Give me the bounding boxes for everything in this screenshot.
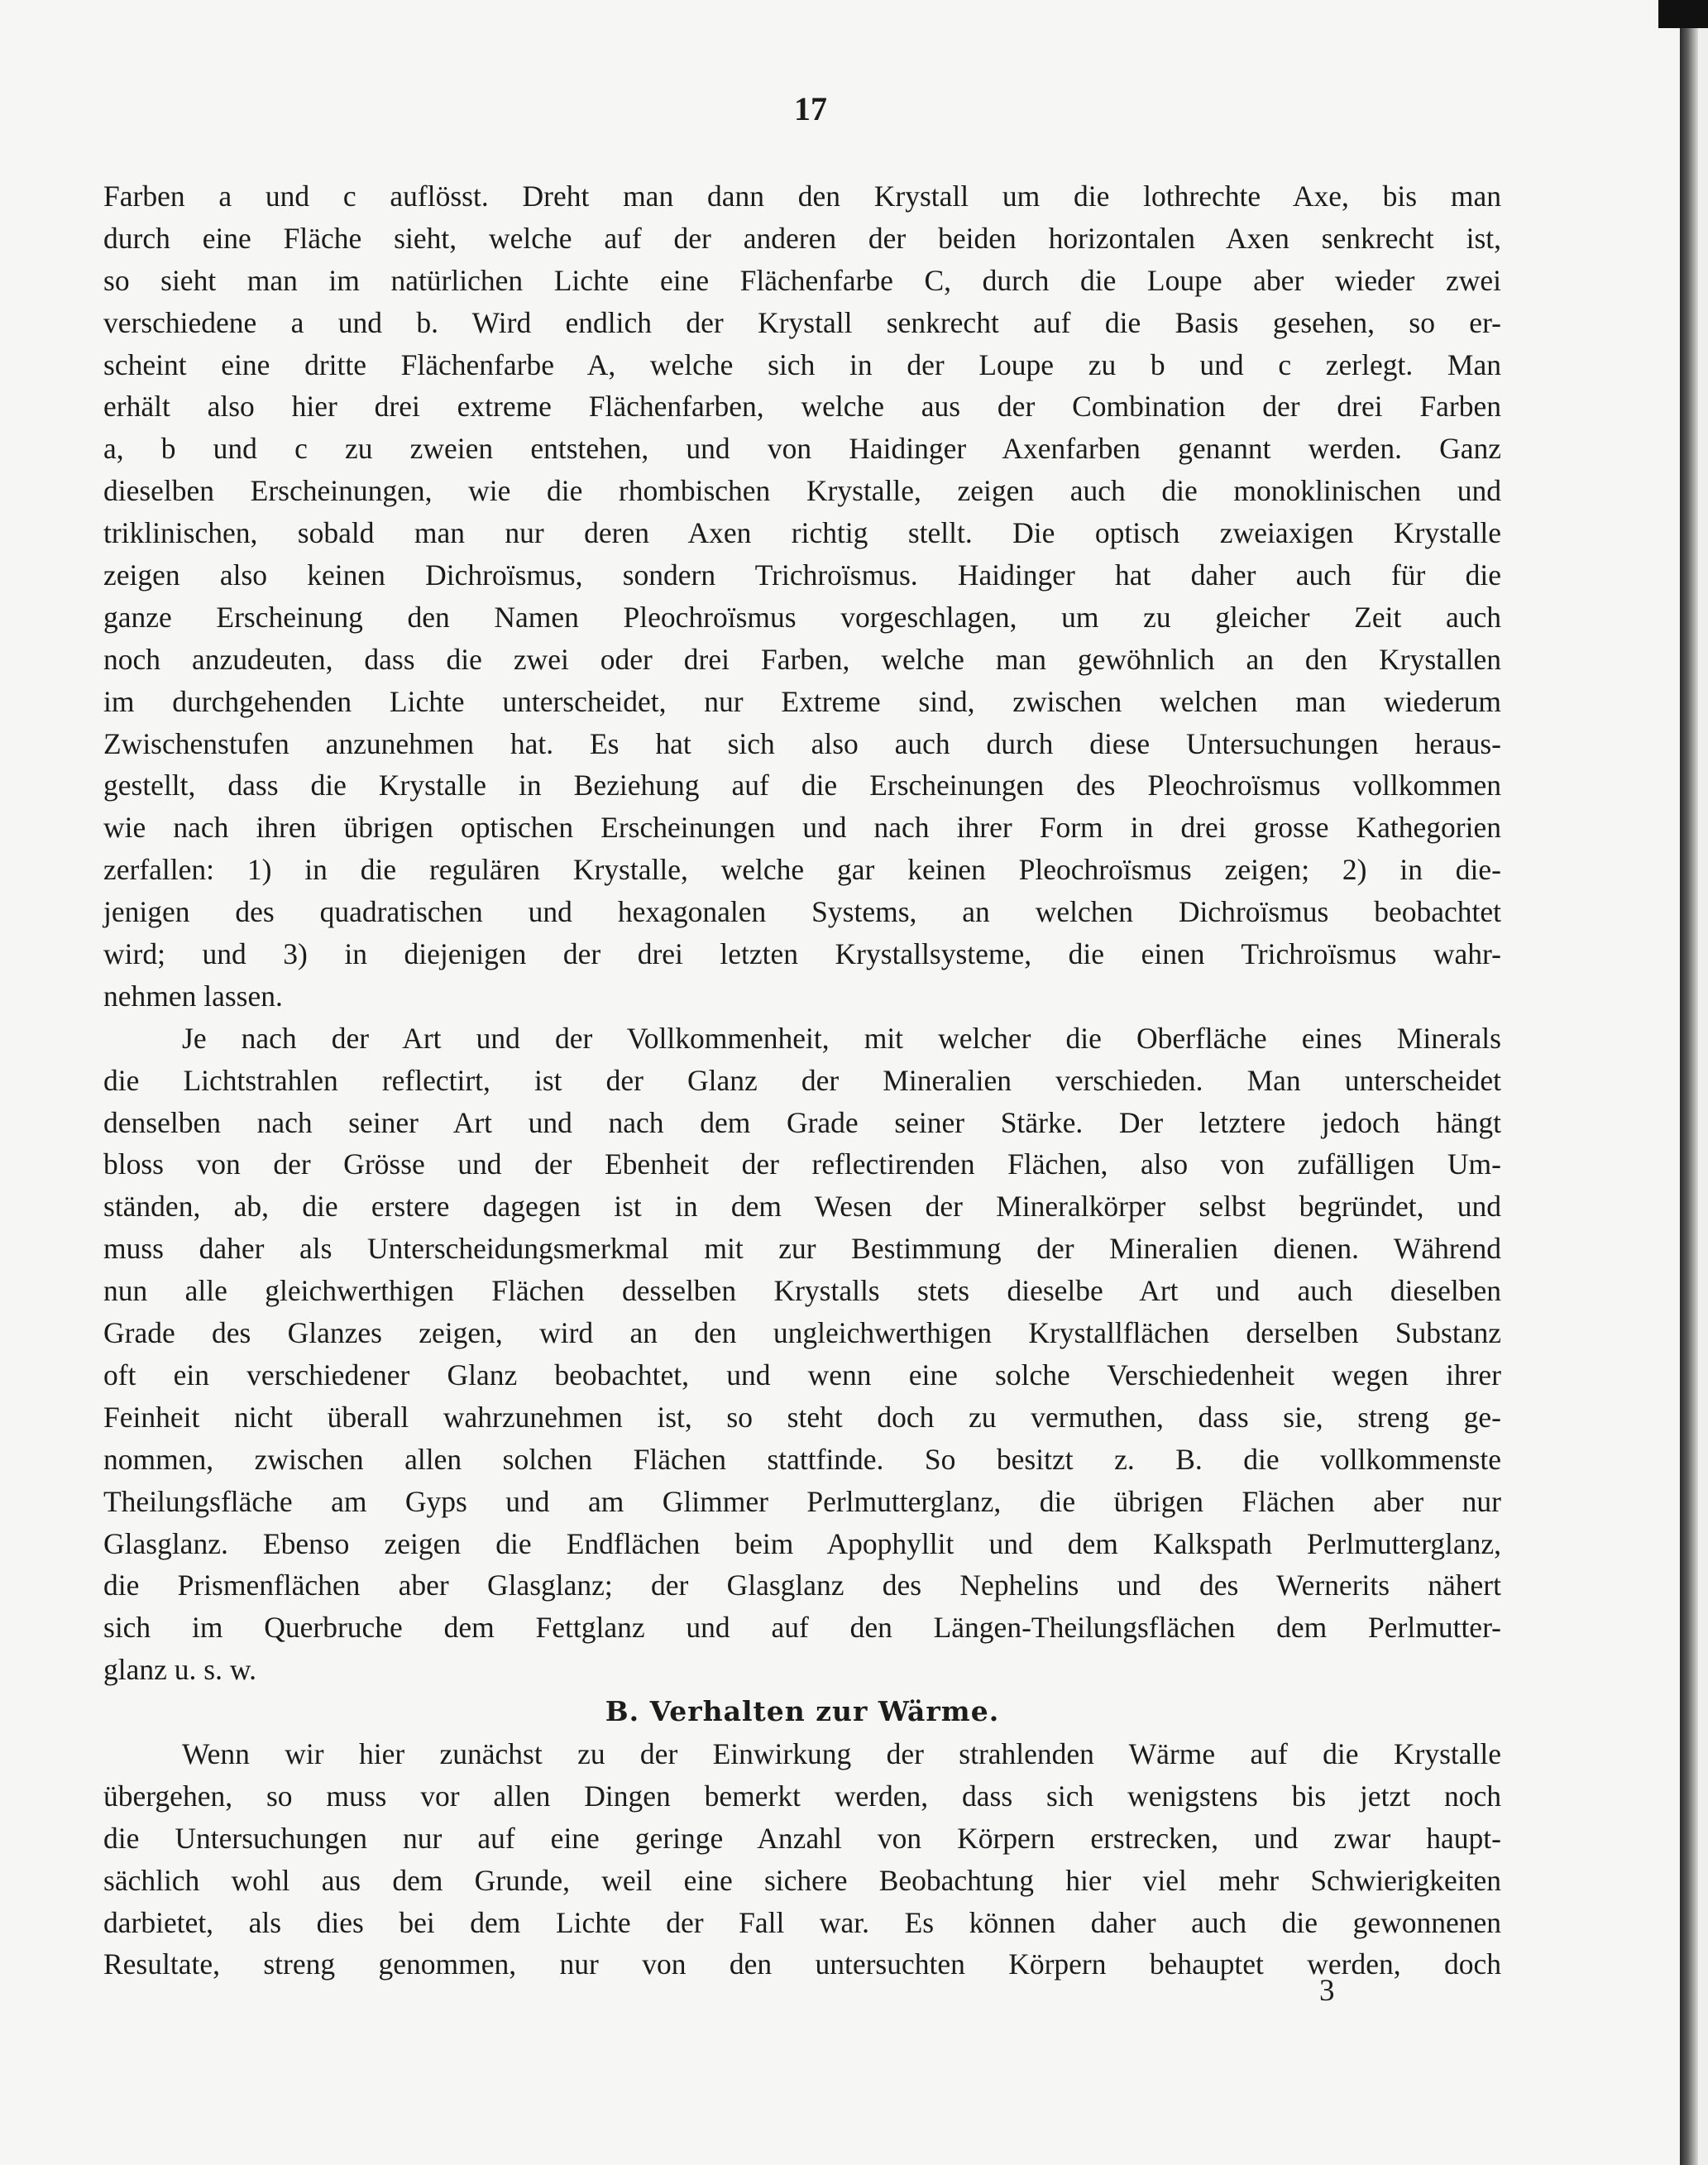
text-line: so sieht man im natürlichen Lichte eine Flächenfarbe C, durch die Loupe aber wieder zwei [103, 263, 1501, 297]
text-line: zeigen also keinen Dichroïsmus, sondern Trichroïsmus. Haidinger hat daher auch für die [103, 558, 1501, 592]
text-line: wird; und 3) in diejenigen der drei letzten Krystallsysteme, die einen Trichroïsmus wahr- [103, 937, 1501, 971]
text-line: sächlich wohl aus dem Grunde, weil eine sichere Beobachtung hier viel mehr Schwierigkeiten [103, 1863, 1501, 1897]
text-line: zerfallen: 1) in die regulären Krystalle, welche gar keinen Pleochroïsmus zeigen; 2) in die- [103, 853, 1501, 887]
text-line: dieselben Erscheinungen, wie die rhombischen Krystalle, zeigen auch die monoklinischen und [103, 474, 1501, 508]
page-edge [1680, 0, 1698, 2165]
body-text [103, 175, 1501, 1985]
text-line: erhält also hier drei extreme Flächenfarben, welche aus der Combination der drei Farben [103, 390, 1501, 424]
text-line: Glasglanz. Ebenso zeigen die Endflächen beim Apophyllit und dem Kalkspath Perlmutterglanz, [103, 1526, 1501, 1560]
text-line: scheint eine dritte Flächenfarbe A, welche sich in der Loupe zu b und c zerlegt. Man [103, 347, 1501, 381]
text-line: Theilungsfläche am Gyps und am Glimmer Perlmutterglanz, die übrigen Flächen aber nur [103, 1484, 1501, 1518]
text-line: Feinheit nicht überall wahrzunehmen ist, so steht doch zu vermuthen, dass sie, streng ge- [103, 1400, 1501, 1434]
text-line: nun alle gleichwerthigen Flächen desselben Krystalls stets dieselbe Art und auch dieselben [103, 1274, 1501, 1308]
text-line: die Untersuchungen nur auf eine geringe Anzahl von Körpern erstrecken, und zwar haupt- [103, 1821, 1501, 1855]
text-line: a, b und c zu zweien entstehen, und von Haidinger Axenfarben genannt werden. Ganz [103, 432, 1501, 466]
text-line: Zwischenstufen anzunehmen hat. Es hat sich also auch durch diese Untersuchungen heraus- [103, 726, 1501, 760]
text-line: die Lichtstrahlen reflectirt, ist der Glanz der Mineralien verschieden. Man unterscheidet [103, 1063, 1501, 1097]
text-line: bloss von der Grösse und der Ebenheit der reflectirenden Flächen, also von zufälligen Um- [103, 1147, 1501, 1181]
text-line: durch eine Fläche sieht, welche auf der anderen der beiden horizontalen Axen senkrecht ist, [103, 221, 1501, 255]
text-line: Wenn wir hier zunächst zu der Einwirkung der strahlenden Wärme auf die Krystalle [182, 1736, 1501, 1770]
text-line: noch anzudeuten, dass die zwei oder drei Farben, welche man gewöhnlich an den Krystallen [103, 642, 1501, 676]
page-edge-corner [1658, 0, 1708, 28]
text-line: muss daher als Unterscheidungsmerkmal mit zur Bestimmung der Mineralien dienen. Während [103, 1232, 1501, 1266]
text-line: Resultate, streng genommen, nur von den untersuchten Körpern behauptet werden, doch [103, 1947, 1501, 1981]
text-line: ganze Erscheinung den Namen Pleochroïsmus vorgeschlagen, um zu gleicher Zeit auch [103, 600, 1501, 634]
text-line: ständen, ab, die erstere dagegen ist in dem Wesen der Mineralkörper selbst begründet, und [103, 1190, 1501, 1224]
text-line: Grade des Glanzes zeigen, wird an den ungleichwerthigen Krystallflächen derselben Substanz [103, 1316, 1501, 1350]
text-line: sich im Querbruche dem Fettglanz und auf den Längen-Theilungsflächen dem Perlmutter- [103, 1611, 1501, 1645]
text-line: übergehen, so muss vor allen Dingen bemerkt werden, dass sich wenigstens bis jetzt noch [103, 1779, 1501, 1813]
text-line: jenigen des quadratischen und hexagonalen Systems, an welchen Dichroïsmus beobachtet [103, 895, 1501, 929]
text-line: wie nach ihren übrigen optischen Erscheinungen und nach ihrer Form in drei grosse Kathegorien [103, 811, 1501, 845]
text-line: gestellt, dass die Krystalle in Beziehung auf die Erscheinungen des Pleochroïsmus vollkommen [103, 769, 1501, 802]
text-line: denselben nach seiner Art und nach dem Grade seiner Stärke. Der letztere jedoch hängt [103, 1105, 1501, 1139]
section-heading: B. Verhalten zur Wärme. [605, 1695, 1000, 1728]
signature-mark: 3 [1319, 1974, 1335, 2008]
text-line: darbietet, als dies bei dem Lichte der Fall war. Es können daher auch die gewonnenen [103, 1905, 1501, 1939]
page-number: 17 [794, 90, 827, 127]
text-line: oft ein verschiedener Glanz beobachtet, und wenn eine solche Verschiedenheit wegen ihrer [103, 1358, 1501, 1391]
text-line: verschiedene a und b. Wird endlich der Krystall senkrecht auf die Basis gesehen, so er- [103, 305, 1501, 339]
text-line: triklinischen, sobald man nur deren Axen richtig stellt. Die optisch zweiaxigen Krystalle [103, 516, 1501, 550]
text-line: nommen, zwischen allen solchen Flächen stattfinde. So besitzt z. B. die vollkommenste [103, 1442, 1501, 1476]
text-line: nehmen lassen. [103, 979, 283, 1013]
text-line: glanz u. s. w. [103, 1653, 257, 1687]
text-line: die Prismenflächen aber Glasglanz; der Glasglanz des Nephelins und des Wernerits nähert [103, 1569, 1501, 1602]
text-line: Je nach der Art und der Vollkommenheit, mit welcher die Oberfläche eines Minerals [182, 1021, 1501, 1055]
text-line: im durchgehenden Lichte unterscheidet, nur Extreme sind, zwischen welchen man wiederum [103, 684, 1501, 718]
text-line: Farben a und c auflösst. Dreht man dann den Krystall um die lothrechte Axe, bis man [103, 180, 1501, 213]
